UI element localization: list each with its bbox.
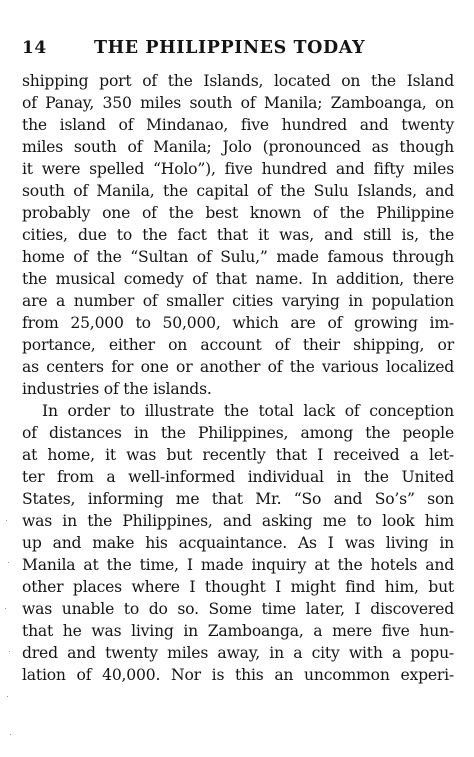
text-line: lation of 40,000. Nor is this an uncommon experi- [22, 666, 454, 684]
text-line: other places where I thought I might find him, but [22, 578, 454, 596]
text-line: are a number of smaller cities varying in population [22, 292, 454, 310]
text-line: States, informing me that Mr. “So and So’s” son [22, 490, 454, 508]
speck [7, 696, 8, 697]
text-line: was unable to do so. Some time later, I discovered [22, 600, 454, 618]
text-line: up and make his acquaintance. As I was living in [22, 534, 454, 552]
text-line: portance, either on account of their shipping, or [22, 336, 454, 354]
text-line: it were spelled “Holo”), five hundred and fifty miles [22, 160, 454, 178]
text-line: probably one of the best known of the Philippine [22, 204, 454, 222]
text-line: shipping port of the Islands, located on the Island [22, 72, 454, 90]
text-line: was in the Philippines, and asking me to look him [22, 512, 454, 530]
running-title: THE PHILIPPINES TODAY [94, 38, 366, 58]
text-line: the musical comedy of that name. In addition, there [22, 270, 454, 288]
text-line: Manila at the time, I made inquiry at the hotels and [22, 556, 454, 574]
text-line: cities, due to the fact that it was, and still is, the [22, 226, 454, 244]
paragraph-last-line: industries of the islands. [22, 380, 212, 398]
text-line: home of the “Sultan of Sulu,” made famous through [22, 248, 454, 266]
speck [8, 562, 9, 563]
paragraph-first-line: In order to illustrate the total lack of conception [42, 402, 454, 420]
speck [6, 520, 7, 521]
text-line: as centers for one or another of the various localized [22, 358, 454, 376]
speck [9, 651, 10, 652]
speck [10, 734, 11, 735]
margin-specks [2, 520, 12, 750]
text-line: that he was living in Zamboanga, a mere five hun- [22, 622, 454, 640]
text-line: at home, it was but recently that I received a let- [22, 446, 454, 464]
body-text [22, 70, 454, 686]
text-line: from 25,000 to 50,000, which are of growing im- [22, 314, 454, 332]
text-line: the island of Mindanao, five hundred and twenty [22, 116, 454, 134]
text-line: ter from a well-informed individual in the United [22, 468, 454, 486]
page-number: 14 [22, 38, 47, 58]
text-line: south of Manila, the capital of the Sulu Islands, and [22, 182, 454, 200]
text-line: of distances in the Philippines, among the people [22, 424, 454, 442]
text-line: of Panay, 350 miles south of Manila; Zamboanga, on [22, 94, 454, 112]
text-line: dred and twenty miles away, in a city with a popu- [22, 644, 454, 662]
speck [5, 608, 6, 609]
page-header [22, 38, 454, 64]
text-line: miles south of Manila; Jolo (pronounced as though [22, 138, 454, 156]
